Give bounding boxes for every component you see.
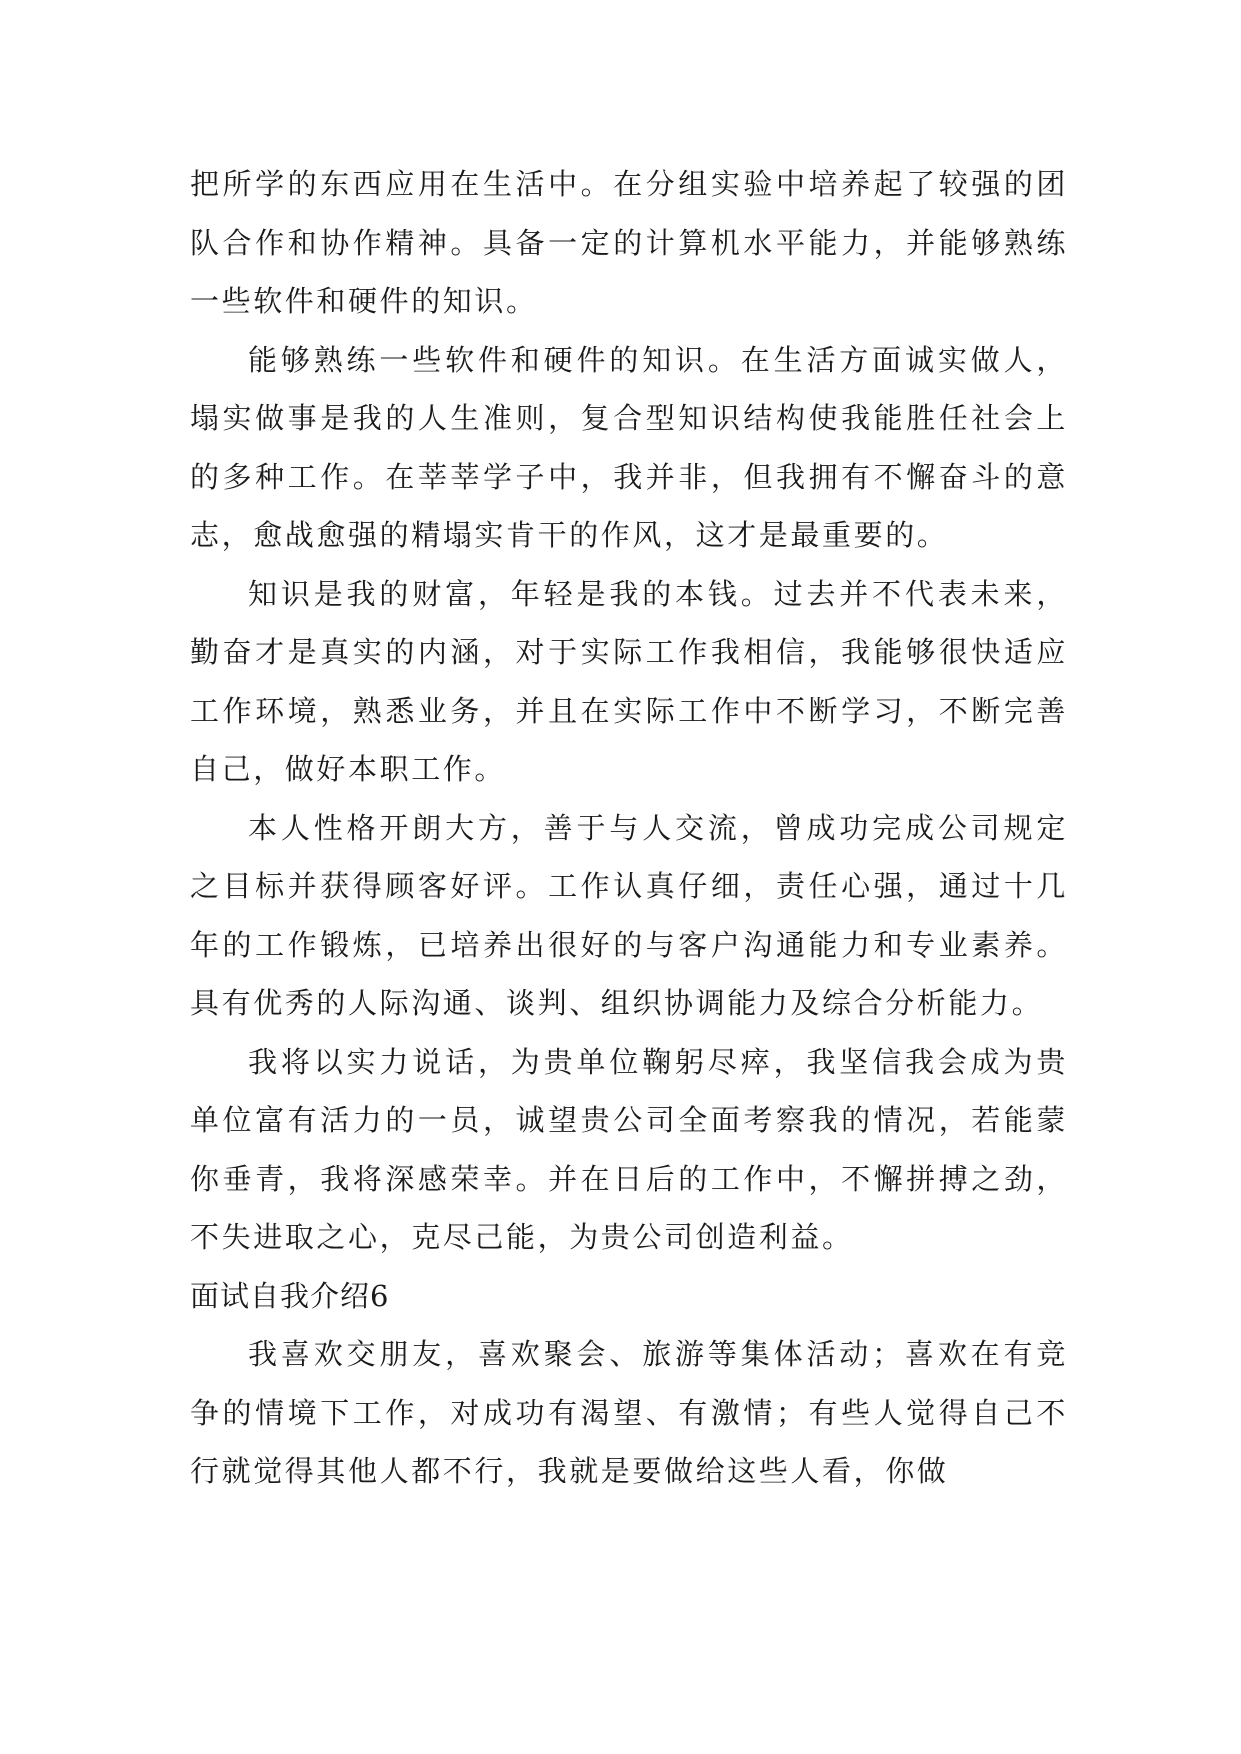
paragraph-3: 知识是我的财富，年轻是我的本钱。过去并不代表未来，勤奋才是真实的内涵，对于实际工作我相信，我能够很快适应工作环境，熟悉业务，并且在实际工作中不断学习，不断完善自己，做好本职工作。 [190,576,1068,786]
section-heading: 面试自我介绍6 [190,1278,390,1313]
paragraph-1: 把所学的东西应用在生活中。在分组实验中培养起了较强的团队合作和协作精神。具备一定的计算机水平能力，并能够熟练一些软件和硬件的知识。 [190,167,1068,318]
paragraph-4: 本人性格开朗大方，善于与人交流，曾成功完成公司规定之目标并获得顾客好评。工作认真仔细，责任心强，通过十几年的工作锻炼，已培养出很好的与客户沟通能力和专业素养。具有优秀的人际沟通、谈判、组织协调能力及综合分析能力。 [190,810,1068,1020]
paragraph-5: 我将以实力说话，为贵单位鞠躬尽瘁，我坚信我会成为贵单位富有活力的一员，诚望贵公司全面考察我的情况，若能蒙你垂青，我将深感荣幸。并在日后的工作中，不懈拼搏之劲，不失进取之心，克尽己能，为贵公司创造利益。 [190,1044,1068,1254]
section-paragraph-1: 我喜欢交朋友，喜欢聚会、旅游等集体活动；喜欢在有竞争的情境下工作，对成功有渴望、有激情；有些人觉得自己不行就觉得其他人都不行，我就是要做给这些人看，你做 [190,1337,1068,1488]
document-body [190,155,1068,1501]
paragraph-2: 能够熟练一些软件和硬件的知识。在生活方面诚实做人，塌实做事是我的人生准则，复合型知识结构使我能胜任社会上的多种工作。在莘莘学子中，我并非，但我拥有不懈奋斗的意志，愈战愈强的精塌实肯干的作风，这才是最重要的。 [190,342,1068,552]
